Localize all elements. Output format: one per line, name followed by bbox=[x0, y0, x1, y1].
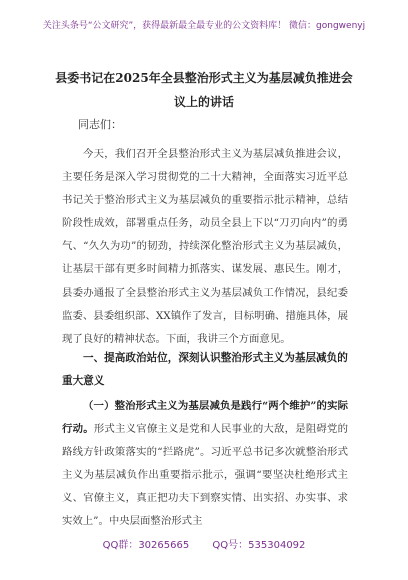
header-banner: 关注头条号“公文研究”，获得最新最全最专业的公文资料库！ 微信：gongwenyj bbox=[42, 21, 366, 31]
greeting: 同志们： bbox=[78, 118, 122, 131]
subsection-heading: （一）整治形式主义为基层减负是践行“两个维护”的实际行动。 bbox=[62, 400, 348, 436]
footer-qq-group: QQ群：30265665 bbox=[102, 540, 190, 551]
subsection-body: 形式主义官僚主义是党和人民事业的大敌，是阻碍党的路线方针政策落实的“拦路虎”。习近平总书记多次就整治形式主义为基层减负作出重要指示批示，强调“要坚决杜绝形式主义、官僚主义，真正把功夫下到察实情、出实招、办实事、求实效上”。中央层面整治形式主 bbox=[62, 423, 349, 528]
subsection-paragraph bbox=[62, 395, 348, 534]
document-title: 县委书记在2025年全县整治形式主义为基层减负推进会议上的讲话 bbox=[55, 71, 353, 109]
footer bbox=[0, 536, 408, 551]
intro-paragraph: 今天，我们召开全县整治形式主义为基层减负推进会议，主要任务是深入学习贯彻党的二十大精神，全面落实习近平总书记关于整治形式主义为基层减负的重要指示批示精神，总结阶段性成效，部署重点任务，动员全县上下以“刀刃向内”的勇气、“久久为功”的韧劲，持续深化整治形式主义为基层减负，让基层干部有更多时间精力抓落实、谋发展、惠民生。刚才，县委办通报了全县整治形式主义为基层减负工作情况，县纪委监委、县委组织部、XX镇作了发言，目标明确、措施具体，展现了良好的精神状态。下面，我讲三个方面意见。 bbox=[62, 148, 348, 345]
section-heading: 一、提高政治站位，深刻认识整治形式主义为基层减负的重大意义 bbox=[62, 352, 348, 387]
footer-qq-number: QQ号：535304092 bbox=[212, 540, 306, 551]
